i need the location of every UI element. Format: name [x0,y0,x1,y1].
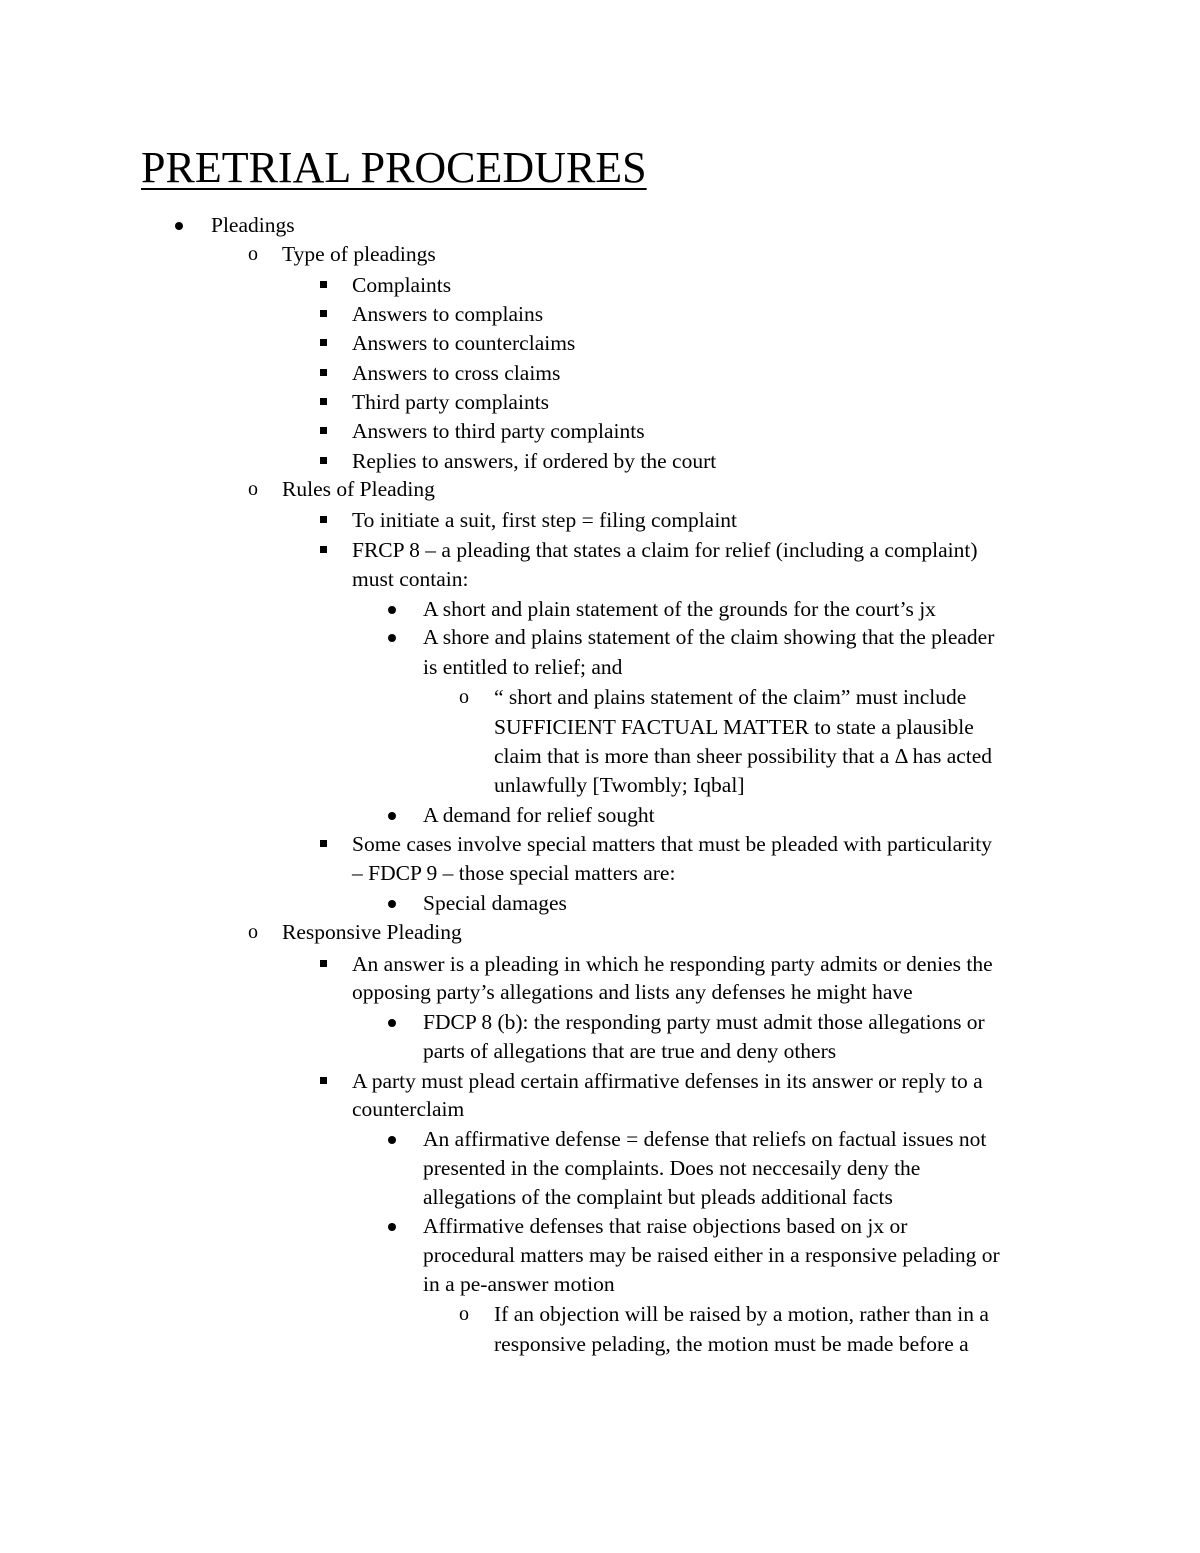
bullet-square-icon [318,447,332,476]
outline-line-35: procedural matters may be raised either in a responsive pelading or [423,1243,1000,1267]
outline-line-25: An answer is a pleading in which he responding party admits or denies the [352,952,993,976]
outline-line-30: counterclaim [352,1097,465,1121]
outline-line-6: Third party complaints [352,390,550,414]
bullet-square-icon [318,830,332,859]
bullet-dot-icon [386,801,400,830]
outline-line-18: claim that is more than sheer possibility that a Δ has acted [494,744,993,768]
bullet-dot-icon [386,889,400,918]
bullet-square-icon [318,950,332,979]
bullet-circle-icon [248,475,262,504]
outline-line-33: allegations of the complaint but pleads additional facts [423,1185,893,1209]
outline-line-9: Rules of Pleading [282,477,435,501]
outline-line-23: Special damages [423,891,567,915]
outline-line-2: Complaints [352,273,452,297]
bullet-square-icon [318,417,332,446]
bullet-circle-icon [459,1300,473,1329]
outline-line-27: FDCP 8 (b): the responding party must admit those allegations or [423,1010,985,1034]
outline-line-37: If an objection will be raised by a motion, rather than in a [494,1302,989,1326]
outline-line-3: Answers to complains [352,302,544,326]
bullet-circle-icon [248,918,262,947]
bullet-square-icon [318,1067,332,1096]
outline-line-28: parts of allegations that are true and deny others [423,1039,837,1063]
bullet-dot-icon [386,623,400,652]
bullet-square-icon [318,536,332,565]
bullet-dot-icon [386,1008,400,1037]
bullet-circle-icon [459,683,473,712]
outline-line-11: FRCP 8 – a pleading that states a claim for relief (including a complaint) [352,538,978,562]
document-title: PRETRIAL PROCEDURES [141,143,647,192]
outline-line-31: An affirmative defense = defense that reliefs on factual issues not [423,1127,987,1151]
outline-line-1: Type of pleadings [282,242,436,266]
bullet-square-icon [318,388,332,417]
outline-line-4: Answers to counterclaims [352,331,576,355]
bullet-dot-icon [386,595,400,624]
bullet-square-icon [318,300,332,329]
outline-line-19: unlawfully [Twombly; Iqbal] [494,773,745,797]
bullet-square-icon [318,506,332,535]
outline-line-38: responsive pelading, the motion must be made before a [494,1332,969,1356]
outline-line-24: Responsive Pleading [282,920,462,944]
outline-line-32: presented in the complaints. Does not neccesaily deny the [423,1156,921,1180]
outline-line-17: SUFFICIENT FACTUAL MATTER to state a plausible [494,715,974,739]
outline-line-21: Some cases involve special matters that must be pleaded with particularity [352,832,993,856]
outline-line-14: A shore and plains statement of the claim showing that the pleader [423,625,995,649]
outline-line-0: Pleadings [211,213,295,237]
outline-line-29: A party must plead certain affirmative defenses in its answer or reply to a [352,1069,983,1093]
outline-line-13: A short and plain statement of the grounds for the court’s jx [423,597,936,621]
outline-line-10: To initiate a suit, first step = filing complaint [352,508,738,532]
bullet-square-icon [318,271,332,300]
outline-line-34: Affirmative defenses that raise objections based on jx or [423,1214,908,1238]
bullet-dot-icon [386,1212,400,1241]
outline-line-20: A demand for relief sought [423,803,655,827]
bullet-dot-icon [173,211,187,240]
outline-line-16: “ short and plains statement of the claim” must include [494,685,967,709]
bullet-circle-icon [248,240,262,269]
outline-line-8: Replies to answers, if ordered by the court [352,449,717,473]
outline-line-36: in a pe-answer motion [423,1272,615,1296]
bullet-square-icon [318,359,332,388]
outline-line-5: Answers to cross claims [352,361,561,385]
outline-line-12: must contain: [352,567,469,591]
outline-line-22: – FDCP 9 – those special matters are: [352,861,676,885]
bullet-dot-icon [386,1125,400,1154]
bullet-square-icon [318,329,332,358]
outline-line-7: Answers to third party complaints [352,419,645,443]
outline-line-26: opposing party’s allegations and lists any defenses he might have [352,980,913,1004]
outline-line-15: is entitled to relief; and [423,655,623,679]
